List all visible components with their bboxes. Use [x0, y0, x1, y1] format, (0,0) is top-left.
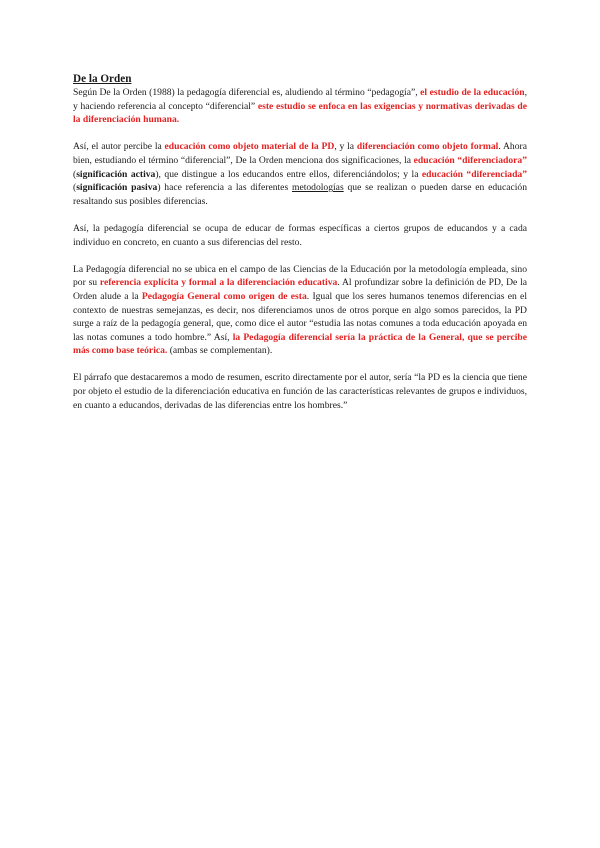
text-run: Así, el autor percibe la	[73, 141, 165, 153]
paragraph-1	[73, 86, 527, 127]
text-run: , y la	[334, 141, 357, 153]
highlighted-phrase: este estudio se enfoca en las exigencias y normativas derivadas de la diferenciación humana.	[73, 100, 527, 126]
text-run: El párrafo que destacaremos a modo de resumen, escrito directamente por el autor, sería “la PD es la ciencia que tiene por objeto el estudio de la diferenciación educativa en función de las características relevantes de grupos e individuos, en cuanto a educandos, derivadas de las diferencias entre los hombres.”	[73, 372, 527, 411]
highlighted-phrase: educación como objeto material de la PD	[164, 141, 335, 153]
highlighted-phrase: educación “diferenciada”	[421, 168, 527, 180]
highlighted-phrase: la Pedagogía diferencial sería la práctica de la General, que se percibe más como base teórica.	[73, 331, 527, 357]
paragraph-2	[73, 140, 527, 208]
paragraph-4	[73, 263, 527, 358]
text-run: , y haciendo referencia al concepto “diferencial”	[73, 87, 528, 112]
text-run: que se realizan o pueden darse en educación resaltando sus posibles diferencias.	[73, 182, 527, 207]
paragraph-5	[73, 371, 527, 412]
text-run: . Al profundizar sobre la definición de PD, De la Orden alude a la	[73, 277, 527, 302]
paragraph-3	[73, 222, 527, 249]
highlighted-phrase: diferenciación como objeto formal	[356, 141, 499, 153]
text-run: Así, la pedagogía diferencial se ocupa de educar de formas específicas a ciertos grupos de educandos y a cada individuo en concreto, en cuanto a sus diferencias del resto.	[73, 222, 527, 248]
underlined-word: metodologías	[291, 182, 344, 194]
text-run: ), que distingue a los educandos entre ellos, diferenciándolos; y la	[155, 168, 422, 180]
text-run: . Igual que los seres humanos tenemos diferencias en el contexto de nuestras semejanzas, es decir, nos diferenciamos unos de otros porque en algo somos parecidos, la PD surge a raíz de la pedagogía general, que, como dice el autor “estudia las notas comunes a toda educación apoyada en las notas comunes a todo hombre.” Así,	[73, 290, 527, 343]
highlighted-phrase: Pedagogía General como origen de esta	[141, 290, 307, 302]
text-run: Según De la Orden (1988) la pedagogía diferencial es, aludiendo al término “pedagogía”,	[73, 87, 421, 98]
text-run: (ambas se complementan).	[167, 345, 273, 357]
text-run: ) hace referencia a las diferentes	[157, 182, 292, 194]
highlighted-phrase: educación “diferenciadora”	[413, 154, 527, 166]
text-run: La Pedagogía diferencial no se ubica en el campo de las Ciencias de la Educación por la metodología empleada, sino por su	[73, 263, 527, 289]
highlighted-phrase: referencia explícita y formal a la diferenciación educativa	[99, 277, 338, 289]
bold-phrase: significación pasiva	[76, 182, 158, 194]
text-run: (	[73, 168, 77, 180]
section-heading: De la Orden	[73, 73, 132, 85]
text-run: . Ahora bien, estudiando el término “diferencial”, De la Orden menciona dos significaciones, la	[73, 141, 527, 166]
text-run: (	[73, 182, 77, 194]
highlighted-phrase: el estudio de la educación	[420, 87, 525, 98]
bold-phrase: significación activa	[76, 168, 156, 180]
